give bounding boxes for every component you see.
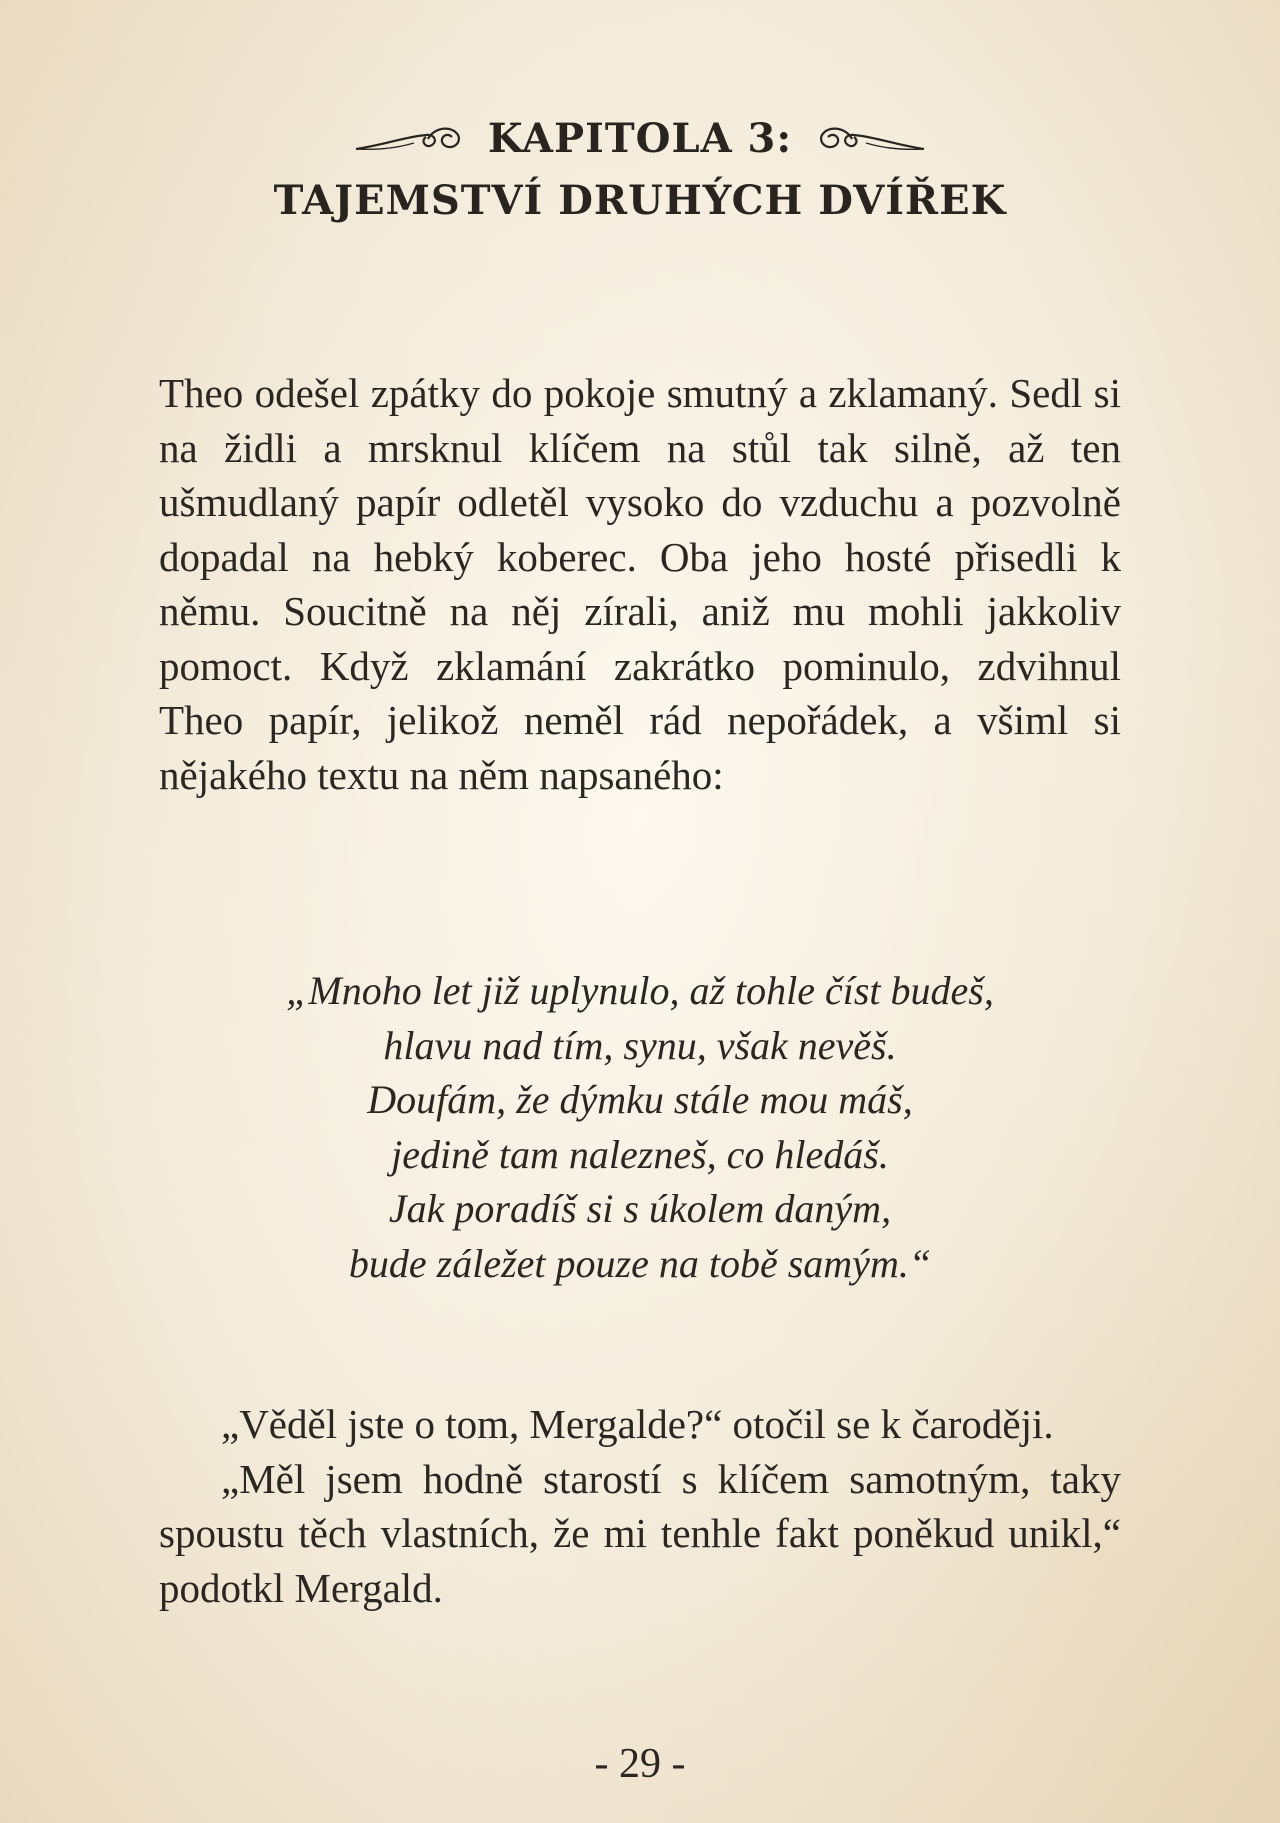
page-number: - 29 - [594, 1741, 686, 1787]
chapter-heading-line [0, 108, 1280, 170]
chapter-title [0, 108, 1280, 232]
chapter-subtitle: TAJEMSTVÍ DRUHÝCH DVÍŘEK [273, 177, 1007, 224]
poem-line: bude záležet pouze na tobě samým.“ [348, 1240, 932, 1286]
dialogue-line: „Věděl jste o tom, Mergalde?“ otočil se k čaroději. [221, 1401, 1054, 1447]
poem-line: Jak poradíš si s úkolem daným, [388, 1186, 892, 1231]
dialogue [159, 1397, 1121, 1615]
poem-line: Doufám, že dýmku stále mou máš, [367, 1077, 913, 1122]
dialogue-line: „Měl jsem hodně starostí s klíčem samotným, taky spoustu těch vlastních, že mi tenhle fakt poněkud unikl,“ podotkl Mergald. [159, 1455, 1121, 1611]
poem-line: „Mnoho let již uplynulo, až tohle číst budeš, [286, 968, 994, 1013]
left-flourish-icon [354, 119, 474, 159]
paragraph-1: Theo odešel zpátky do pokoje smutný a zklamaný. Sedl si na židli a mrsknul klíčem na stůl tak silně, až ten ušmudlaný papír odletěl vysoko do vzduchu a pozvolně dopadal na hebký koberec. Oba jeho hosté přisedli k němu. Soucitně na něj zírali, aniž mu mohli jakkoliv pomoct. Když zklamání zakrátko pominulo, zdvihnul Theo papír, jelikož neměl rád nepořádek, a všiml si nějakého textu na něm napsaného: [159, 370, 1121, 798]
poem-line: hlavu nad tím, synu, však nevěš. [383, 1022, 897, 1068]
poem-line: jedině tam nalezneš, co hledáš. [391, 1131, 889, 1177]
poem [0, 964, 1280, 1291]
right-flourish-icon [806, 119, 926, 159]
chapter-heading: KAPITOLA 3: [487, 115, 793, 162]
